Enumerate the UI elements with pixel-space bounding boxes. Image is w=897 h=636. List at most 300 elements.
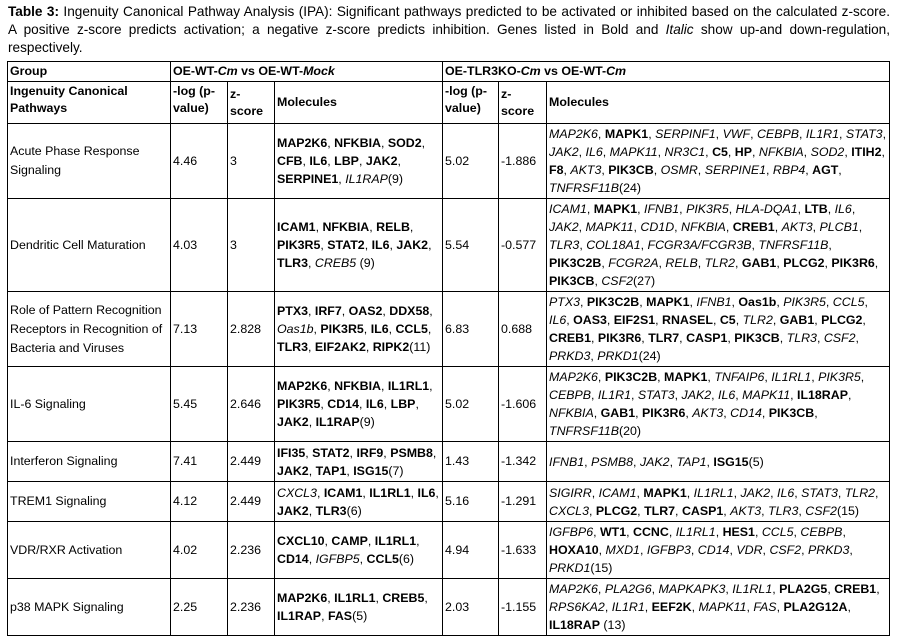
gene-name: CAMP: [331, 534, 368, 548]
molecule-separator: ,: [725, 220, 733, 234]
logp-value-1: 4.12: [171, 482, 228, 522]
gene-name: CD14: [277, 552, 309, 566]
gene-name: SERPINE1: [277, 172, 339, 186]
header-row-columns: [8, 82, 890, 124]
molecule-separator: ,: [686, 485, 694, 500]
molecule-separator: ,: [359, 552, 367, 566]
molecule-separator: ,: [712, 313, 720, 327]
molecules-1: [275, 442, 443, 482]
molecule-separator: ,: [725, 582, 733, 596]
table-row: [8, 482, 890, 522]
molecule-separator: ,: [346, 463, 354, 478]
caption-text-end: show up-and down-regulation, respectively.: [8, 22, 890, 55]
molecule-separator: ,: [864, 295, 868, 309]
gene-name: CSF2: [601, 274, 634, 288]
molecule-separator: ,: [762, 543, 770, 557]
molecule-separator: (24): [619, 181, 642, 195]
gene-name: IL6: [585, 145, 603, 159]
molecule-separator: ,: [679, 202, 687, 216]
pathway-name: Dendritic Cell Maturation: [8, 199, 171, 292]
gene-name: JAK2: [365, 154, 398, 168]
molecule-separator: ,: [847, 388, 852, 402]
gene-name: EIF2AK2: [314, 340, 366, 354]
molecule-separator: ,: [655, 313, 662, 327]
molecule-separator: ,: [320, 238, 328, 252]
molecule-separator: ,: [636, 485, 644, 500]
gene-name: JAK2: [277, 503, 309, 518]
molecule-separator: ,: [597, 127, 605, 141]
gene-name: PRKD1: [597, 349, 639, 363]
gene-name: F8: [549, 163, 564, 177]
gene-name: TLR2: [844, 485, 876, 500]
molecule-separator: (9): [359, 415, 375, 429]
gene-name: IGFBP6: [549, 525, 594, 539]
molecule-separator: ,: [588, 503, 596, 518]
molecule-separator: ,: [308, 415, 316, 429]
gene-name: SOD2: [387, 136, 422, 150]
gene-name: MAP2K6: [277, 591, 328, 605]
gene-name: NFKBIA: [758, 145, 804, 159]
molecule-separator: ,: [706, 454, 714, 469]
molecules-2: [547, 482, 890, 522]
gene-name: LBP: [334, 154, 359, 168]
header-zscore-2: z-score: [499, 82, 547, 124]
gene-name: RELB: [665, 256, 698, 270]
gene-name: MAPK1: [643, 485, 687, 500]
gene-name: PLA2G5: [779, 582, 828, 596]
molecule-separator: ,: [776, 256, 784, 270]
molecule-separator: ,: [320, 397, 328, 411]
gene-name: CD1D: [640, 220, 675, 234]
molecule-separator: ,: [805, 163, 813, 177]
gene-name: RBP4: [772, 163, 806, 177]
header-comparison-1: OE-WT-Cm vs OE-WT-Mock: [171, 62, 443, 82]
molecule-separator: ,: [751, 238, 759, 252]
gene-name: PIK3CB: [768, 406, 815, 420]
gene-name: IFNB1: [696, 295, 732, 309]
molecule-separator: ,: [735, 388, 743, 402]
gene-name: IL18RAP: [549, 618, 600, 632]
gene-name: NFKBIA: [322, 220, 370, 234]
molecules-2: [547, 522, 890, 579]
molecule-separator: ,: [579, 238, 587, 252]
zscore-value-2: -0.577: [499, 199, 547, 292]
gene-name: OAS3: [573, 313, 607, 327]
gene-name: CREB5: [314, 256, 357, 270]
molecule-separator: ,: [639, 543, 647, 557]
molecule-separator: ,: [416, 534, 420, 548]
molecules-1: [275, 367, 443, 442]
molecule-separator: ,: [397, 154, 401, 168]
pathway-name: Role of Pattern Recognition Receptors in Recognition of Bacteria and Viruses: [8, 292, 171, 367]
molecules-2: [547, 199, 890, 292]
gene-name: ISG15: [353, 463, 389, 478]
gene-name: IL1RL1: [334, 591, 376, 605]
gene-name: FAS: [753, 600, 777, 614]
molecule-separator: ,: [658, 256, 666, 270]
gene-name: ISG15: [713, 454, 749, 469]
molecule-separator: ,: [341, 304, 349, 318]
molecule-separator: ,: [308, 304, 315, 318]
logp-value-1: 2.25: [171, 579, 228, 636]
molecule-separator: ,: [435, 485, 439, 500]
gene-name: IFNB1: [549, 454, 585, 469]
gene-name: CREB1: [732, 220, 775, 234]
molecules-2: [547, 367, 890, 442]
molecule-separator: ,: [816, 331, 824, 345]
molecule-separator: ,: [855, 331, 859, 345]
logp-value-1: 7.41: [171, 442, 228, 482]
gene-name: PLCG2: [783, 256, 825, 270]
gene-name: HLA-DQA1: [735, 202, 798, 216]
zscore-value-1: 2.449: [228, 442, 275, 482]
molecule-separator: ,: [316, 485, 324, 500]
molecule-separator: ,: [635, 406, 642, 420]
gene-name: NFKBIA: [334, 379, 381, 393]
molecule-separator: ,: [421, 136, 426, 150]
molecules-1: [275, 482, 443, 522]
molecule-separator: ,: [825, 295, 833, 309]
gene-name: IL1R1: [597, 388, 631, 402]
molecule-separator: ,: [429, 304, 433, 318]
zscore-value-1: 2.646: [228, 367, 275, 442]
molecule-separator: ,: [794, 485, 802, 500]
gene-name: IL1RL1: [693, 485, 734, 500]
molecule-separator: (11): [409, 340, 431, 354]
molecule-separator: ,: [668, 525, 676, 539]
gene-name: TLR3: [277, 256, 308, 270]
gene-name: RNASEL: [662, 313, 713, 327]
molecules-2: [547, 292, 890, 367]
gene-name: IL6: [834, 202, 852, 216]
gene-name: JAK2: [681, 388, 712, 402]
gene-name: COL18A1: [586, 238, 641, 252]
molecule-separator: ,: [733, 485, 741, 500]
molecule-separator: ,: [844, 145, 852, 159]
gene-name: PLA2G12A: [783, 600, 848, 614]
gene-name: WT1: [599, 525, 627, 539]
molecule-separator: (15): [590, 561, 613, 575]
molecules-1: [275, 522, 443, 579]
molecule-separator: ,: [369, 220, 377, 234]
molecules-1: [275, 292, 443, 367]
gene-name: OSMR: [660, 163, 698, 177]
gene-name: IL6: [417, 485, 436, 500]
gene-name: IL1RL1: [675, 525, 716, 539]
molecule-separator: ,: [814, 313, 822, 327]
gene-name: CCL5: [366, 552, 399, 566]
molecule-separator: ,: [774, 220, 782, 234]
gene-name: LBP: [390, 397, 416, 411]
molecule-separator: (5): [748, 454, 764, 469]
zscore-value-2: -1.633: [499, 522, 547, 579]
gene-name: TLR3: [549, 238, 580, 252]
gene-name: TNFRSF11B: [758, 238, 829, 252]
molecule-separator: ,: [427, 322, 432, 336]
gene-name: CD14: [327, 397, 359, 411]
molecule-separator: ,: [772, 582, 780, 596]
gene-name: PIK3R5: [277, 397, 321, 411]
gene-name: AGT: [812, 163, 839, 177]
gene-name: RIPK2: [372, 340, 410, 354]
molecule-separator: ,: [410, 485, 418, 500]
caption-italic-word: Italic: [665, 22, 694, 37]
gene-name: CD14: [730, 406, 762, 420]
gene-name: IL1RAP: [345, 172, 388, 186]
pathway-name: p38 MAPK Signaling: [8, 579, 171, 636]
molecule-separator: ,: [380, 136, 388, 150]
molecule-separator: (6): [398, 552, 415, 566]
gene-name: CEBPB: [800, 525, 843, 539]
molecule-separator: ,: [723, 406, 731, 420]
molecule-separator: ,: [313, 322, 321, 336]
molecule-separator: ,: [367, 534, 375, 548]
logp-value-2: 6.83: [443, 292, 499, 367]
gene-name: VDR: [736, 543, 763, 557]
gene-name: AKT3: [781, 220, 813, 234]
gene-name: CASP1: [681, 503, 724, 518]
gene-name: CXCL3: [549, 503, 589, 518]
molecule-separator: ,: [604, 600, 612, 614]
gene-name: TLR2: [742, 313, 773, 327]
logp-value-2: 4.94: [443, 522, 499, 579]
gene-name: TAP1: [315, 463, 347, 478]
gene-name: CREB1: [549, 331, 592, 345]
logp-value-1: 5.45: [171, 367, 228, 442]
molecule-separator: ,: [750, 127, 757, 141]
table-row: [8, 442, 890, 482]
molecule-separator: ,: [685, 406, 693, 420]
gene-name: MAPK1: [646, 295, 690, 309]
molecule-separator: ,: [799, 127, 806, 141]
molecule-separator: ,: [389, 238, 397, 252]
gene-name: MAP2K6: [549, 370, 598, 384]
gene-name: CREB1: [834, 582, 877, 596]
molecule-separator: ,: [735, 313, 743, 327]
gene-name: CREB5: [382, 591, 425, 605]
molecule-separator: ,: [862, 313, 866, 327]
zscore-value-2: -1.342: [499, 442, 547, 482]
molecule-separator: ,: [307, 256, 315, 270]
molecule-separator: (9): [356, 256, 375, 270]
gene-name: ICAM1: [277, 220, 316, 234]
gene-name: TAP1: [676, 454, 707, 469]
zscore-value-1: 2.236: [228, 579, 275, 636]
gene-name: MAP2K6: [549, 582, 598, 596]
gene-name: PIK3R6: [597, 331, 642, 345]
molecule-separator: ,: [358, 154, 366, 168]
gene-name: PIK3R5: [783, 295, 826, 309]
molecule-separator: ,: [424, 591, 428, 605]
molecule-separator: ,: [761, 406, 769, 420]
zscore-value-2: -1.155: [499, 579, 547, 636]
gene-name: CXCL10: [277, 534, 325, 548]
molecule-separator: ,: [302, 154, 310, 168]
zscore-value-2: 0.688: [499, 292, 547, 367]
table-row: [8, 367, 890, 442]
gene-name: AKT3: [692, 406, 724, 420]
molecule-separator: ,: [601, 256, 609, 270]
gene-name: SIGIRR: [549, 485, 592, 500]
molecule-separator: ,: [875, 485, 879, 500]
header-group: Group: [8, 62, 171, 82]
gene-name: PLCB1: [819, 220, 859, 234]
gene-name: PIK3C2B: [549, 256, 602, 270]
gene-name: PTX3: [549, 295, 581, 309]
molecule-separator: ,: [761, 503, 769, 518]
molecule-separator: ,: [432, 445, 437, 460]
molecule-separator: ,: [728, 202, 736, 216]
molecule-separator: ,: [837, 485, 845, 500]
molecule-separator: ,: [723, 503, 731, 518]
gene-name: IL6: [549, 313, 567, 327]
molecule-separator: ,: [375, 591, 383, 605]
molecule-separator: ,: [827, 202, 835, 216]
gene-name: C5: [712, 145, 728, 159]
gene-name: CCNC: [633, 525, 669, 539]
gene-name: IRF7: [314, 304, 342, 318]
gene-name: CCL5: [832, 295, 865, 309]
pathway-name: IL-6 Signaling: [8, 367, 171, 442]
gene-name: PLA2G6: [604, 582, 652, 596]
gene-name: PIK3R6: [831, 256, 875, 270]
gene-name: CCL5: [395, 322, 428, 336]
molecule-separator: ,: [790, 388, 798, 402]
table-row: [8, 579, 890, 636]
gene-name: NFKBIA: [549, 406, 594, 420]
gene-name: TLR3: [786, 331, 817, 345]
molecule-separator: ,: [593, 406, 601, 420]
molecule-separator: (7): [388, 463, 404, 478]
gene-name: MAPK1: [604, 127, 649, 141]
gene-name: CD14: [697, 543, 730, 557]
gene-name: HES1: [722, 525, 755, 539]
gene-name: PTX3: [277, 304, 308, 318]
molecule-separator: ,: [364, 238, 372, 252]
gene-name: AKT3: [730, 503, 762, 518]
zscore-value-1: 3: [228, 199, 275, 292]
molecule-separator: (9): [387, 172, 404, 186]
gene-name: EIF2S1: [613, 313, 656, 327]
molecule-separator: ,: [824, 256, 832, 270]
gene-name: PIK3C2B: [586, 295, 640, 309]
gene-name: IRF9: [356, 445, 384, 460]
gene-name: LTB: [804, 202, 828, 216]
logp-value-2: 2.03: [443, 579, 499, 636]
molecule-separator: ,: [754, 525, 762, 539]
gene-name: TLR3: [315, 503, 347, 518]
gene-name: PIK3R5: [686, 202, 729, 216]
gene-name: IL1R1: [805, 127, 839, 141]
gene-name: JAK2: [740, 485, 771, 500]
molecule-separator: ,: [637, 202, 645, 216]
molecule-separator: ,: [715, 525, 723, 539]
gene-name: PRKD1: [549, 561, 591, 575]
gene-name: MAPK1: [593, 202, 638, 216]
gene-name: IL6: [718, 388, 736, 402]
molecule-separator: ,: [580, 295, 587, 309]
gene-name: JAK2: [277, 415, 309, 429]
molecule-separator: ,: [597, 582, 605, 596]
gene-name: PIK3R5: [277, 238, 321, 252]
molecule-separator: ,: [657, 370, 665, 384]
pathway-name: TREM1 Signaling: [8, 482, 171, 522]
gene-name: IL1RL1: [369, 485, 411, 500]
pathway-name: Interferon Signaling: [8, 442, 171, 482]
molecule-separator: ,: [876, 582, 880, 596]
molecule-separator: ,: [881, 145, 885, 159]
molecule-separator: ,: [731, 295, 739, 309]
molecule-separator: ,: [776, 295, 784, 309]
molecule-separator: ,: [827, 582, 835, 596]
gene-name: IL6: [309, 154, 328, 168]
molecule-separator: ,: [653, 163, 661, 177]
gene-name: CSF2: [769, 543, 802, 557]
gene-name: TLR2: [704, 256, 735, 270]
molecule-separator: ,: [308, 552, 316, 566]
molecule-separator: ,: [327, 591, 335, 605]
gene-name: ICAM1: [549, 202, 587, 216]
molecule-separator: ,: [324, 534, 332, 548]
gene-name: JAK2: [639, 454, 670, 469]
gene-name: AKT3: [570, 163, 602, 177]
molecule-separator: (13): [599, 618, 626, 632]
gene-name: MAPK11: [698, 600, 747, 614]
molecule-separator: ,: [327, 154, 335, 168]
logp-value-1: 7.13: [171, 292, 228, 367]
molecule-separator: ,: [770, 485, 777, 500]
logp-value-2: 5.16: [443, 482, 499, 522]
pathway-name: VDR/RXR Activation: [8, 522, 171, 579]
gene-name: TNFRSF11B: [549, 181, 620, 195]
gene-name: JAK2: [396, 238, 429, 252]
molecule-separator: ,: [812, 220, 820, 234]
molecule-separator: ,: [633, 220, 641, 234]
molecule-separator: ,: [697, 256, 705, 270]
gene-name: IL6: [365, 397, 384, 411]
molecule-separator: ,: [801, 543, 809, 557]
molecules-2: [547, 442, 890, 482]
molecule-separator: ,: [637, 503, 645, 518]
molecule-separator: ,: [752, 145, 759, 159]
molecules-1: [275, 579, 443, 636]
molecules-1: [275, 124, 443, 199]
logp-value-1: 4.02: [171, 522, 228, 579]
molecule-separator: ,: [842, 525, 846, 539]
molecule-separator: ,: [772, 313, 780, 327]
gene-name: PIK3CB: [549, 274, 595, 288]
molecule-separator: ,: [590, 349, 598, 363]
header-logp-2: -log (p-value): [443, 82, 499, 124]
molecule-separator: ,: [803, 145, 811, 159]
gene-name: Oas1b: [738, 295, 777, 309]
molecule-separator: ,: [566, 313, 574, 327]
molecule-separator: ,: [338, 172, 346, 186]
molecule-separator: ,: [828, 238, 832, 252]
gene-name: IL1RAP: [315, 415, 360, 429]
gene-name: NFKBIA: [681, 220, 726, 234]
molecule-separator: ,: [606, 313, 614, 327]
molecule-separator: ,: [363, 322, 371, 336]
gene-name: IL1RL1: [771, 370, 812, 384]
gene-name: IGFBP3: [646, 543, 691, 557]
gene-name: TLR3: [277, 340, 308, 354]
table-caption: [8, 3, 890, 57]
molecule-separator: ,: [874, 256, 879, 270]
molecule-separator: (27): [633, 274, 656, 288]
molecule-separator: ,: [689, 295, 697, 309]
molecule-separator: ,: [715, 127, 723, 141]
